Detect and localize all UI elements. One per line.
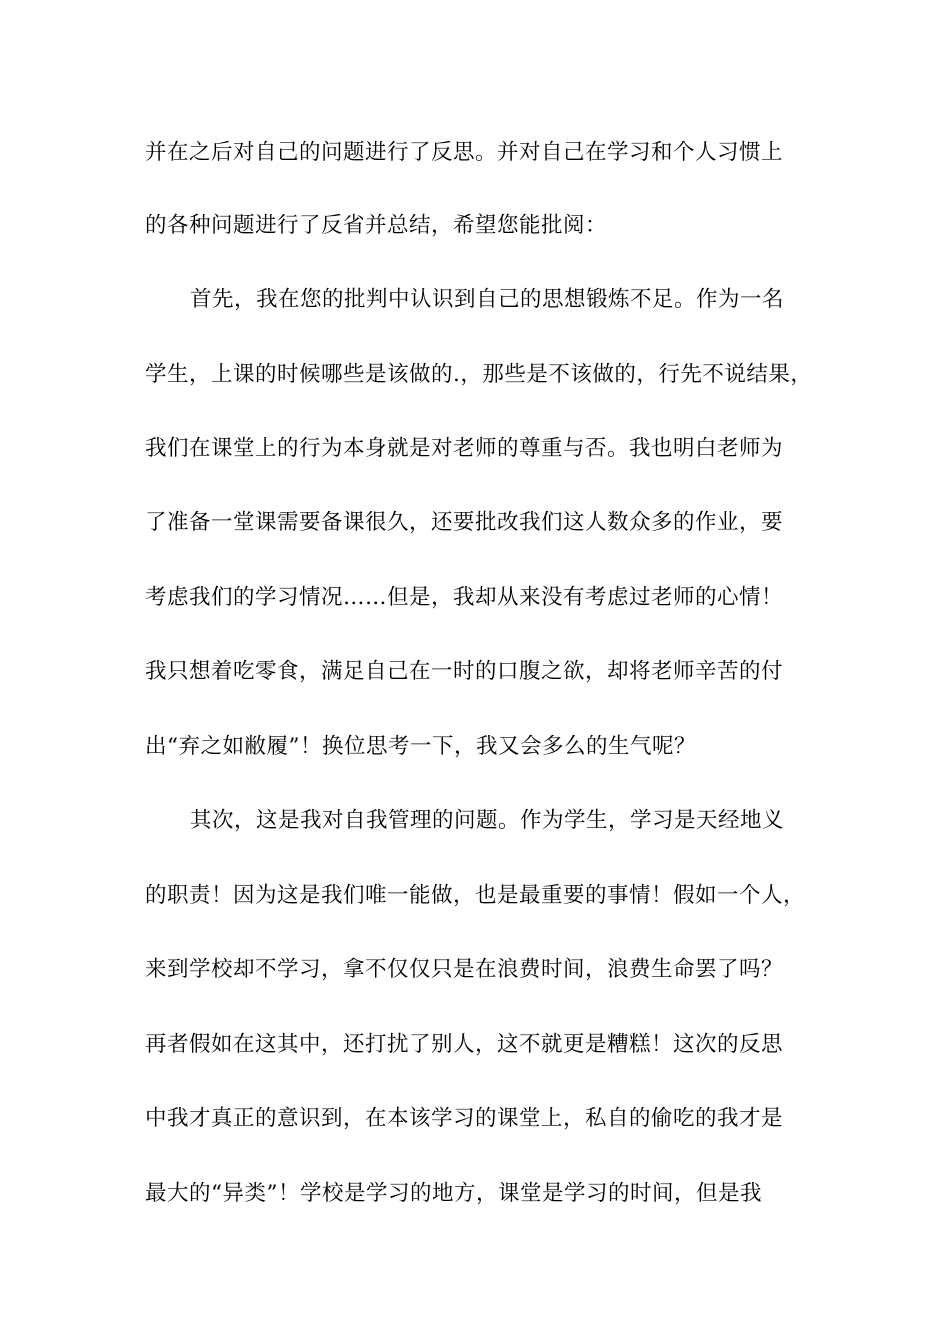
text-line: 我只想着吃零食，满足自己在一时的口腹之欲，却将老师辛苦的付 xyxy=(145,659,784,684)
text-line: 来到学校却不学习，拿不仅仅只是在浪费时间，浪费生命罢了吗？ xyxy=(145,957,784,982)
text-line: 并在之后对自己的问题进行了反思。并对自己在学习和个人习惯上 xyxy=(145,140,784,165)
text-line: 最大的“异类”！学校是学习的地方，课堂是学习的时间，但是我 xyxy=(145,1181,762,1206)
text-line: 的职责！因为这是我们唯一能做，也是最重要的事情！假如一个人， xyxy=(145,883,806,908)
text-line: 中我才真正的意识到，在本该学习的课堂上，私自的偷吃的我才是 xyxy=(145,1106,784,1131)
text-line: 了准备一堂课需要备课很久，还要批改我们这人数众多的作业，要 xyxy=(145,510,784,535)
paragraph-start-line: 其次，这是我对自我管理的问题。作为学生，学习是天经地义 xyxy=(190,808,785,833)
text-line: 的各种问题进行了反省并总结，希望您能批阅： xyxy=(145,213,608,238)
text-line: 我们在课堂上的行为本身就是对老师的尊重与否。我也明白老师为 xyxy=(145,436,784,461)
paragraph-start-line: 首先，我在您的批判中认识到自己的思想锻炼不足。作为一名 xyxy=(190,287,785,312)
text-line: 再者假如在这其中，还打扰了别人，这不就更是糟糕！这次的反思 xyxy=(145,1032,784,1057)
text-line: 考虑我们的学习情况……但是，我却从来没有考虑过老师的心情！ xyxy=(145,585,784,610)
text-line: 出“弃之如敝履”！换位思考一下，我又会多么的生气呢？ xyxy=(145,734,696,759)
text-line: 学生，上课的时候哪些是该做的.，那些是不该做的，行先不说结果， xyxy=(145,362,813,387)
